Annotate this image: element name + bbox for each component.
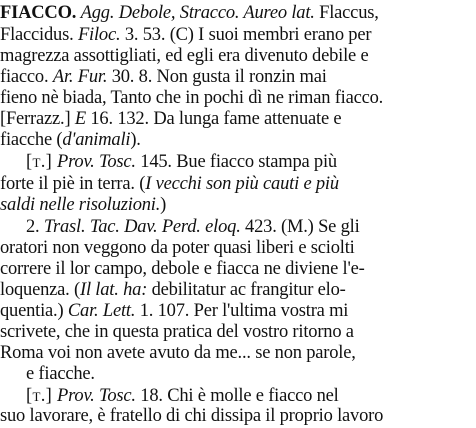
entry-line-11: 2. Trasl. Tac. Dav. Perd. eloq. 423. (M.) Se gli — [26, 217, 360, 237]
entry-line-16: scrivete, che in questa pratica del vostro ritorno a — [0, 322, 354, 342]
entry-line-18: e fiacche. — [26, 364, 95, 384]
entry-line-4: fiacco. Ar. Fur. 30. 8. Non gusta il ronzin mai — [0, 67, 327, 87]
entry-line-7: fiacche (d'animali). — [0, 130, 141, 150]
entry-line-1: FIACCO. Agg. Debole, Stracco. Aureo lat. Flaccus, — [0, 3, 379, 23]
entry-line-5: fieno nè biada, Tanto che in pochi dì ne riman fiacco. — [0, 88, 384, 108]
entry-line-9: forte il piè in terra. (I vecchi son più cauti e più — [0, 174, 339, 194]
entry-line-17: Roma voi non avete avuto da me... se non parole, — [0, 343, 356, 363]
entry-line-6: [Ferrazz.] E 16. 132. Da lunga fame attenuate e — [0, 109, 342, 129]
entry-line-8: [t.] Prov. Tosc. 145. Bue fiacco stampa più — [26, 152, 337, 172]
entry-line-20: suo lavorare, è fratello di chi dissipa il proprio lavoro — [0, 406, 384, 426]
entry-line-13: correre il lor campo, debole e fiacca ne diviene l'e- — [0, 259, 365, 279]
entry-line-19: [t.] Prov. Tosc. 18. Chi è molle e fiacco nel — [26, 386, 339, 406]
entry-line-14: loquenza. (Il lat. ha: debilitatur ac frangitur elo- — [0, 280, 346, 300]
entry-line-10: saldi nelle risoluzioni.) — [0, 195, 167, 215]
entry-line-15: quentia.) Car. Lett. 1. 107. Per l'ultima vostra mi — [0, 301, 349, 321]
headword: FIACCO. — [0, 3, 77, 23]
entry-line-2: Flaccidus. Filoc. 3. 53. (C) I suoi membri erano per — [0, 25, 372, 45]
entry-line-12: oratori non veggono da poter quasi liberi e sciolti — [0, 238, 355, 258]
entry-line-3: magrezza assottigliati, ed egli era divenuto debile e — [0, 46, 369, 66]
